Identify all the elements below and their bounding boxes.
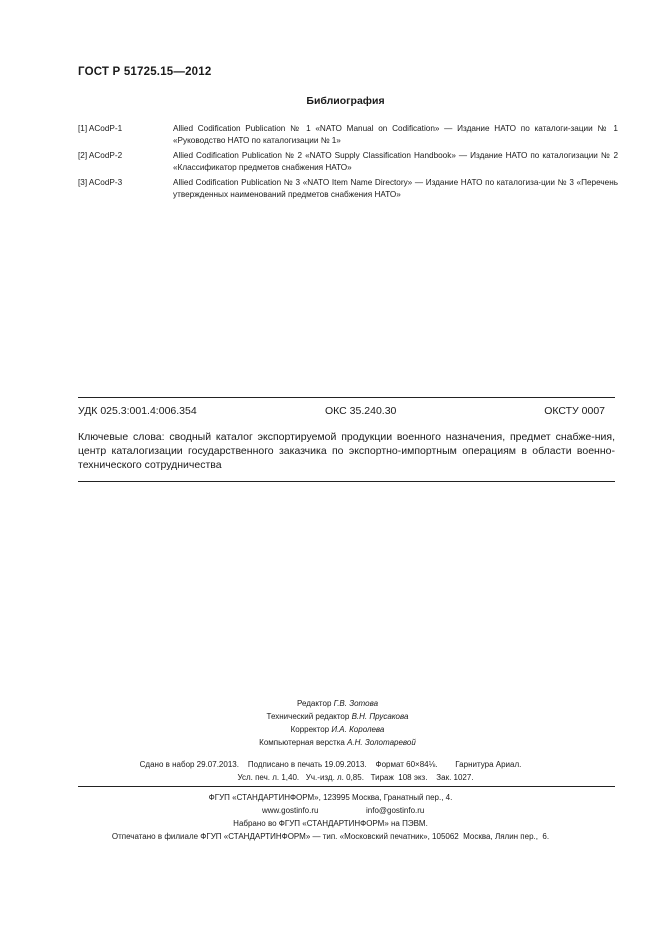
credit-layout [0, 736, 661, 749]
oks-code: ОКС 35.240.30 [325, 405, 397, 417]
tech-editor-name: В.Н. Прусакова [351, 712, 409, 721]
bibliography-text: Allied Codification Publication № 2 «NATO Supply Classification Handbook» — Издание НАТО по каталогизации № 2 «Классификатор предметов снабжения НАТО» [173, 151, 618, 172]
editor-label: Редактор [296, 699, 332, 708]
corrector-name: И.А. Королева [331, 725, 385, 734]
print-info-line: Сдано в набор 29.07.2013. Подписано в печать 19.09.2013. Формат 60×84⅛. Гарнитура Ариал. [139, 760, 522, 769]
print-info-line: Усл. печ. л. 1,40. Уч.-изд. л. 0,85. Тираж 108 экз. Зак. 1027. [237, 773, 474, 782]
standard-code: ГОСТ Р 51725.15—2012 [78, 66, 212, 78]
corrector-label: Корректор [290, 725, 330, 734]
bibliography-entry [78, 177, 618, 200]
bibliography-text: Allied Codification Publication № 1 «NATO Manual on Codification» — Издание НАТО по каталоги-зации № 1 «Руководство НАТО по каталогизации № 1» [173, 124, 618, 145]
keywords: Ключевые слова: сводный каталог экспортируемой продукции военного назначения, предмет снабже-ния, центр каталогизации государственного заказчика по экспортно-импортным операциям в области военно-технического сотрудничества [78, 431, 615, 471]
bibliography-ref: [2] ACodP-2 [78, 151, 123, 160]
publisher-address: ФГУП «СТАНДАРТИНФОРМ», 123995 Москва, Гранатный пер., 4. [208, 793, 453, 802]
divider-bottom [78, 786, 615, 787]
credit-tech-editor [0, 710, 661, 723]
layout-label: Компьютерная верстка [259, 738, 345, 747]
publisher-site: www.gostinfo.ru [262, 806, 319, 815]
bibliography-list [78, 123, 618, 204]
publisher-printed: Отпечатано в филиале ФГУП «СТАНДАРТИНФОРМ» — тип. «Московский печатник», 105062 Москва, Лялин пер., 6. [111, 832, 550, 841]
bibliography-title: Библиография [306, 95, 385, 107]
udk-code: УДК 025.3:001.4:006.354 [78, 405, 197, 417]
bibliography-entry [78, 123, 618, 146]
divider-top [78, 397, 615, 398]
okstu-code: ОКСТУ 0007 [544, 405, 605, 417]
tech-editor-label: Технический редактор [266, 712, 350, 721]
credit-corrector [0, 723, 661, 736]
layout-name: А.Н. Золотаревой [347, 738, 416, 747]
bibliography-ref: [1] ACodP-1 [78, 124, 123, 133]
bibliography-entry [78, 150, 618, 173]
bibliography-ref: [3] ACodP-3 [78, 178, 123, 187]
editor-name: Г.В. Зотова [333, 699, 379, 708]
publisher-email: info@gostinfo.ru [366, 806, 425, 815]
divider-keywords [78, 481, 615, 482]
publisher-typeset: Набрано во ФГУП «СТАНДАРТИНФОРМ» на ПЭВМ. [233, 819, 428, 828]
bibliography-text: Allied Codification Publication № 3 «NATO Item Name Directory» — Издание НАТО по каталогиза-ции № 3 «Перечень утвержденных наименований предметов снабжения НАТО» [173, 178, 618, 199]
credit-editor [0, 697, 661, 710]
